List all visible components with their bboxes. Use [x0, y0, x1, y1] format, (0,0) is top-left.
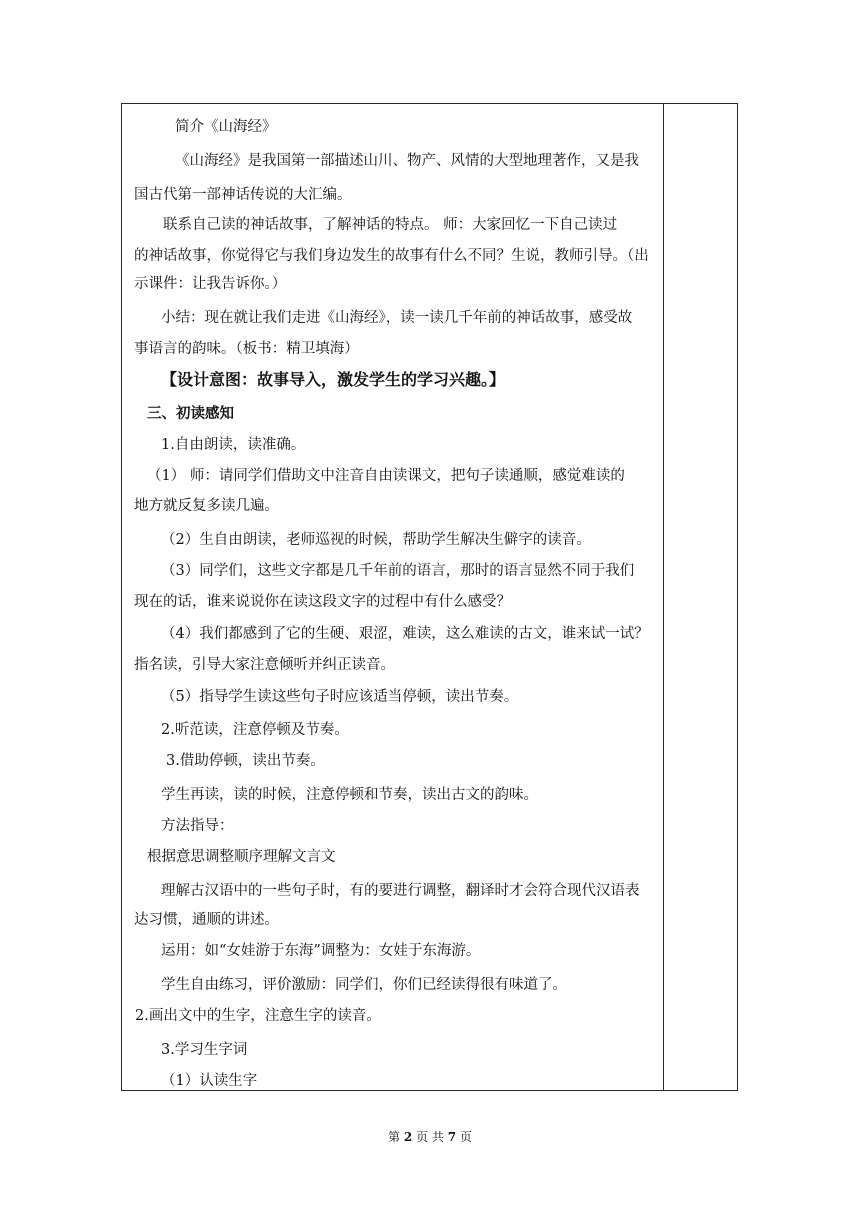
text-line: 达习惯，通顺的讲述。	[134, 912, 279, 928]
table-column-divider	[663, 103, 664, 1091]
text-line: 联系自己读的神话故事，了解神话的特点。 师：大家回忆一下自己读过	[163, 217, 618, 233]
text-line: 3.学习生字词	[161, 1042, 248, 1058]
text-line: 示课件：让我告诉你。）	[134, 276, 287, 292]
text-line: 方法指导：	[161, 818, 234, 834]
text-line: （1） 师：请同学们借助文中注音自由读课文，把句子读通顺，感觉难读的	[147, 468, 625, 484]
design-intent-note: 【设计意图：故事导入，激发学生的学习兴趣。】	[161, 370, 506, 389]
text-line: 2.画出文中的生字，注意生字的读音。	[135, 1008, 381, 1024]
total-pages-number: 7	[447, 1130, 457, 1144]
current-page-number: 2	[403, 1130, 413, 1144]
page-footer	[0, 1129, 860, 1145]
text-line: （5）指导学生读这些句子时应该适当停顿，读出节奏。	[161, 689, 519, 705]
text-line: 现在的话，谁来说说你在读这段文字的过程中有什么感受？	[134, 594, 511, 610]
text-line: 地方就反复多读几遍。	[134, 498, 279, 514]
footer-middle: 页 共	[416, 1130, 444, 1144]
text-line: （1）认读生字	[161, 1073, 258, 1089]
text-line: 学生再读，读的时候，注意停顿和节奏，读出古文的韵味。	[161, 787, 538, 803]
text-line: 国古代第一部神话传说的大汇编。	[134, 187, 352, 203]
section-heading: 三、初读感知	[147, 405, 234, 422]
text-line: 根据意思调整顺序理解文言文	[147, 849, 336, 865]
text-line: 小结：现在就让我们走进《山海经》，读一读几千年前的神话故事，感受故	[161, 310, 633, 326]
text-line: 3.借助停顿，读出节奏。	[166, 753, 325, 769]
text-line: （4）我们都感到了它的生硬、艰涩，难读，这么难读的古文，谁来试一试？	[161, 626, 649, 642]
text-line: 的神话故事，你觉得它与我们身边发生的故事有什么不同？生说，教师引导。（出	[134, 248, 649, 264]
footer-suffix: 页	[459, 1130, 472, 1144]
text-line: 1.自由朗读，读准确。	[161, 437, 306, 453]
text-line: 指名读，引导大家注意倾听并纠正读音。	[134, 657, 395, 673]
text-line: （2）生自由朗读，老师巡视的时候，帮助学生解决生僻字的读音。	[161, 532, 591, 548]
text-line: 《山海经》是我国第一部描述山川、物产、风情的大型地理著作，又是我	[175, 153, 639, 169]
text-line: 运用：如“女娃游于东海”调整为：女娃于东海游。	[161, 943, 481, 959]
text-line: （3）同学们，这些文字都是几千年前的语言，那时的语言显然不同于我们	[161, 563, 635, 579]
text-line: 简介《山海经》	[175, 119, 277, 135]
text-line: 2.听范读，注意停顿及节奏。	[161, 722, 349, 738]
text-line: 学生自由练习，评价激励：同学们，你们已经读得很有味道了。	[161, 977, 567, 993]
text-line: 事语言的韵味。（板书：精卫填海）	[134, 341, 359, 357]
text-line: 理解古汉语中的一些句子时，有的要进行调整，翻译时才会符合现代汉语表	[161, 883, 640, 899]
footer-prefix: 第	[388, 1130, 401, 1144]
